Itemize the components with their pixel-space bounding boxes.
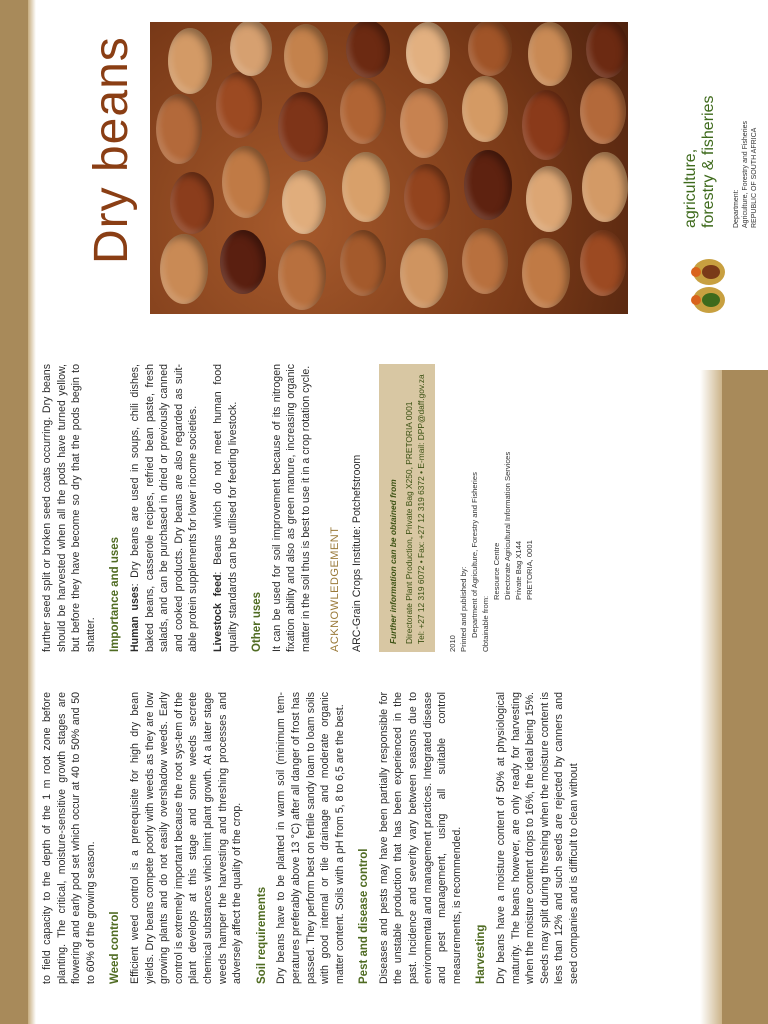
bean-image-part	[462, 76, 508, 142]
publication-details	[447, 364, 535, 652]
livestock-label: Livestock feed	[211, 574, 224, 652]
bean-image-part	[216, 72, 262, 138]
obtainable-line-4: PRETORIA, 0001	[524, 540, 534, 600]
bean-image-part	[170, 172, 214, 234]
publication-year: 2010	[447, 635, 457, 652]
further-info-box	[379, 364, 435, 652]
bean-image-part	[404, 164, 450, 230]
bean-image-part	[580, 78, 626, 144]
bean-image-part	[400, 238, 448, 308]
harvesting-text: Dry beans have a moisture content of 50% at physiological maturity. The beans however, are only ready for harvesting when the moisture content drops to 16%, the ideal being 15%. Seeds may split during threshing when the moisture content is less than 12% and such seeds are rejected by canners and seed companies and is difficult to clean without	[495, 692, 580, 984]
acknowledgement-heading: ACKNOWLEDGEMENT	[328, 526, 341, 652]
column-2	[40, 364, 535, 652]
acknowledgement-text: ARC-Grain Crops Institute: Potchefstroom	[351, 454, 364, 652]
importance-uses-heading: Importance and uses	[109, 536, 122, 652]
bean-image-part	[230, 22, 272, 76]
department-caption	[732, 14, 759, 228]
obtainable-line-2: Directorate Agricultural Information Services	[502, 451, 512, 600]
beans-photo	[150, 22, 628, 314]
bean-image-part	[282, 170, 326, 234]
bean-image-part	[160, 234, 208, 304]
brand-line-2: forestry & fisheries	[700, 95, 717, 228]
bean-image-part	[464, 150, 512, 220]
further-info-address: Directorate Plant Production, Private Bag X250, PRETORIA 0001	[403, 401, 414, 644]
country-name: REPUBLIC OF SOUTH AFRICA	[751, 127, 758, 228]
brand-line-1: agriculture,	[682, 148, 699, 228]
human-uses-paragraph	[128, 364, 201, 652]
printed-by-label: Printed and published by:	[458, 566, 468, 652]
bean-image-part	[284, 24, 328, 88]
further-info-title: Further information can be obtained from	[387, 479, 398, 644]
weed-control-text: Efficient weed control is a prerequisite for high dry bean yields. Dry beans compete poorly with weeds as they are low growing plants and do not easily overshadow weeds. Early control is extremely important because the root sys-tem of the plant develops at this stage and some weeds secrete chemical substances which limit plant growth. At a later stage weeds hamper the harvesting and threshing processes and adversely affect the quality of the crop.	[128, 692, 244, 984]
pest-disease-text: Diseases and pests may have been partially responsible for the unstable production that has been experienced in the past. Incidence and severity vary between seasons due to environmental and management practices. Integrated disease and pest management, using all suitable control measurements, is recommended.	[377, 692, 463, 984]
other-uses-heading: Other uses	[251, 591, 264, 652]
human-uses-text: : Dry beans are used in soups, chili dishes, baked beans, casserole recipes, refried bean paste, fresh salads, and can be purchased in dried or previously canned and cooked products. Dry beans are also regarded as suit-able protein supplements for lower income societies.	[128, 364, 200, 652]
bean-image-part	[346, 22, 390, 78]
human-uses-label: Human uses	[128, 586, 141, 652]
col1-intro: to field capacity to the depth of the 1 m root zone before planting. The critical, moisture-sensitive growth stages are flowering and early pod set which occur at 40 to 50% and 50 to 60% of the growing season.	[41, 692, 97, 984]
soil-requirements-heading: Soil requirements	[255, 886, 268, 984]
bean-image-part	[582, 152, 628, 222]
brochure-title: Dry beans	[85, 36, 138, 264]
bean-image-part	[580, 230, 626, 296]
harvesting-heading: Harvesting	[475, 924, 488, 984]
weed-control-heading: Weed control	[109, 911, 122, 984]
bean-image-part	[468, 22, 512, 76]
bean-image-part	[522, 90, 570, 160]
department-label: Department:	[733, 189, 740, 228]
obtainable-line-1: Resource Centre	[491, 542, 501, 600]
bean-image-part	[462, 228, 508, 294]
bean-image-part	[526, 166, 572, 232]
pest-disease-heading: Pest and disease control	[358, 848, 371, 984]
bean-image-part	[528, 22, 572, 86]
obtainable-from-label: Obtainable from:	[480, 595, 490, 652]
bean-image-part	[168, 28, 212, 94]
col2-intro: further seed split or broken seed coats occurring. Dry beans should be harvested when all the pods have turned yellow, but before they have become so dry that the pods begin to shatter.	[41, 364, 97, 652]
soil-requirements-text: Dry beans have to be planted in warm soil (minimum tem-peratures preferably above 13 °C) after all danger of frost has passed. They perform best on fertile sandy loam to loam soils with good internal or tile drainage and moderate organic matter content. Soils with a pH from 5, 8 to 6,5 are the best.	[275, 692, 346, 984]
bean-image-part	[342, 152, 390, 222]
bean-image-part	[340, 78, 386, 144]
bean-image-part	[278, 92, 328, 162]
bean-image-part	[340, 230, 386, 296]
bean-image-part	[222, 146, 270, 218]
bean-image-part	[278, 240, 326, 310]
department-branding	[682, 14, 759, 304]
further-info-contact: Tel: +27 12 319 6072 • Fax: +27 12 319 6372 • E-mail: DPP@daff.gov.za	[415, 374, 426, 644]
column-1	[40, 692, 592, 984]
bean-image-part	[156, 94, 202, 164]
other-uses-text: It can be used for soil improvement because of its nitrogen fixation ability and also as green manure, increasing organic matter in the soil thus is best to use it in a crop rotation cycle.	[270, 364, 312, 652]
department-name: Agriculture, Forestry and Fisheries	[742, 121, 749, 228]
bean-image-part	[586, 22, 628, 78]
bean-image-part	[220, 230, 266, 294]
bean-image-part	[406, 22, 450, 84]
obtainable-line-3: Private Bag X144	[513, 540, 523, 600]
livestock-text: : Beans which do not meet human food quality standards can be utilised for feeding livestock.	[211, 364, 239, 652]
printed-by-dept: Department of Agriculture, Forestry and Fisheries	[469, 472, 479, 638]
bean-image-part	[522, 238, 570, 308]
bean-image-part	[400, 88, 448, 158]
livestock-paragraph	[211, 364, 240, 652]
